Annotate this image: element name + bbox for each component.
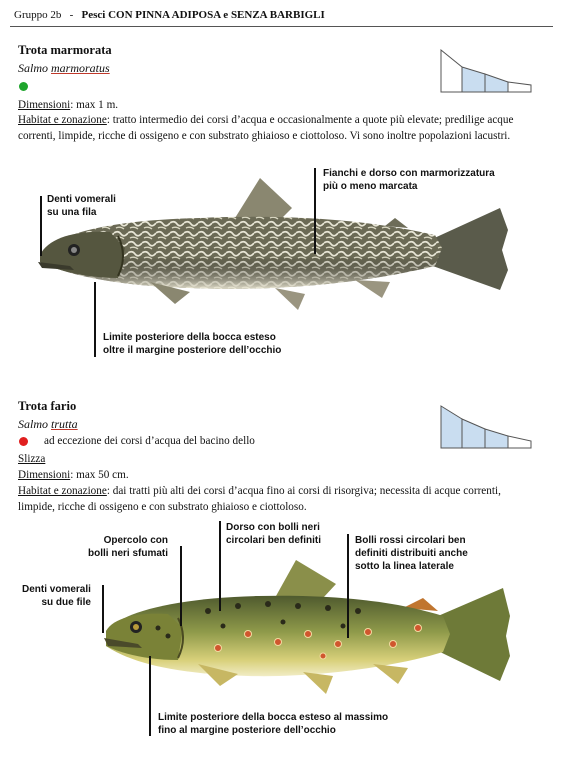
annotation-operculum: Opercolo con bolli neri sfumati (88, 535, 169, 559)
annotation-teeth: Denti vomerali su una fila (47, 194, 116, 218)
annotation-line (94, 282, 96, 357)
header-divider (10, 26, 553, 27)
page-header (14, 9, 325, 21)
annotation-line (314, 168, 316, 254)
zonation-diagram (440, 405, 532, 449)
species-scientific-name (18, 417, 78, 432)
zonation-diagram (440, 49, 532, 93)
annotation-mouth: Limite posteriore della bocca esteso al massimo fino al margine posteriore dell’occhio (158, 712, 389, 736)
status-note: ad eccezione dei corsi d’acqua del bacino dello (44, 435, 255, 447)
dimensions-label: Dimensioni (18, 469, 71, 481)
dimensions-label: Dimensioni (18, 99, 71, 111)
status-note-location: Slizza (18, 453, 46, 465)
habitat-label: Habitat e zonazione (18, 114, 107, 126)
annotation-teeth: Denti vomerali su due file (22, 584, 91, 608)
species-title: Trota marmorata (18, 43, 112, 57)
species-epithet: trutta (51, 417, 78, 431)
genus: Salmo (18, 417, 48, 431)
species-title: Trota fario (18, 399, 77, 413)
habitat (18, 483, 538, 515)
habitat-text: : dai tratti più alti dei corsi d’acqua fino ai corsi di risorgiva; necessita di acque correnti, limpide, ricche di ossigeno e con substrato ghiaioso e ciottoloso. (18, 485, 501, 513)
dimensions-value: : max 1 m. (70, 99, 119, 111)
annotation-mouth: Limite posteriore della bocca esteso oltre il margine posteriore dell’occhio (103, 332, 282, 356)
group-title: Pesci CON PINNA ADIPOSA e SENZA BARBIGLI (81, 9, 325, 21)
species-epithet: marmoratus (51, 61, 110, 75)
annotation-line (149, 656, 151, 736)
dimensions (18, 97, 538, 113)
habitat-label: Habitat e zonazione (18, 485, 107, 497)
annotation-line (180, 546, 182, 626)
species-scientific-name (18, 61, 110, 76)
red-dot-icon (19, 437, 28, 446)
annotation-back: Dorso con bolli neri circolari ben definiti (226, 522, 322, 546)
green-dot-icon (19, 82, 28, 91)
annotation-line (219, 521, 221, 611)
habitat (18, 112, 538, 144)
genus: Salmo (18, 61, 48, 75)
dimensions-value: : max 50 cm. (70, 469, 129, 481)
habitat-text: : tratto intermedio dei corsi d’acqua e occasionalmente a quote più elevate; predilige acque correnti, limpide, ricche di ossigeno e con substrato ghiaioso e ciottoloso. Vi sono inoltre popolazioni lacustri. (18, 114, 514, 142)
annotation-line (347, 534, 349, 638)
group-label: Gruppo 2b (14, 9, 62, 21)
dimensions (18, 467, 538, 483)
annotation-line (102, 585, 104, 633)
annotation-line (40, 196, 42, 256)
header-separator: - (69, 9, 74, 21)
annotation-flanks: Fianchi e dorso con marmorizzatura più o meno marcata (323, 168, 495, 192)
annotation-red-spots: Bolli rossi circolari ben definiti distribuiti anche sotto la linea laterale (355, 535, 468, 572)
brown-trout-illustration (98, 556, 518, 701)
